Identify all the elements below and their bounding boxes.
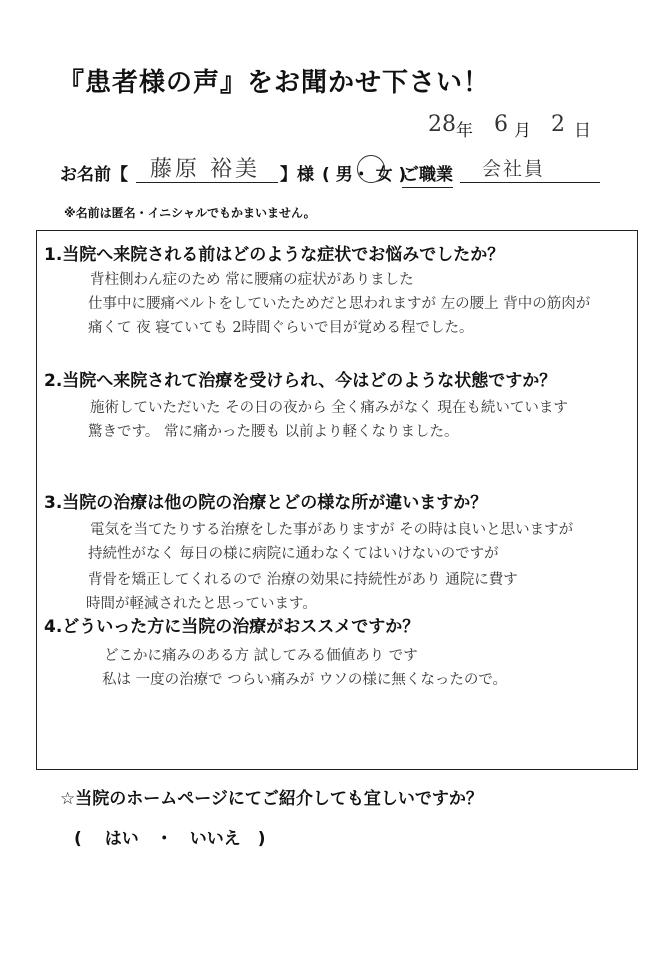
anonymous-note: ※名前は匿名・イニシャルでもかまいません。 xyxy=(64,206,316,220)
date-month-unit: 月 xyxy=(514,121,531,141)
question-3: 3.当院の治療は他の院の治療とどの様な所が違いますか？ xyxy=(44,493,488,513)
answer-1-line-1: 背柱側わん症のため 常に腰痛の症状がありました xyxy=(90,272,414,288)
occupation-field xyxy=(460,150,600,183)
date-month: 6 xyxy=(494,112,508,137)
gender-selected-circle xyxy=(357,155,385,183)
answer-3-line-3: 背骨を矯正してくれるので 治療の効果に持続性があり 通院に費す xyxy=(88,572,518,588)
answer-2-line-2: 驚きです。 常に痛かった腰も 以前より軽くなりました。 xyxy=(88,424,459,440)
question-2: 2.当院へ来院されて治療を受けられ、今はどのような状態ですか？ xyxy=(44,371,557,391)
date-year: 28 xyxy=(428,112,456,137)
date-year-unit: 年 xyxy=(456,121,473,141)
answer-3-line-4: 時間が軽減されたと思っています。 xyxy=(86,596,317,612)
name-label: お名前【 xyxy=(60,165,128,185)
occupation-value: 会社員 xyxy=(482,158,546,180)
name-value: 藤原 裕美 xyxy=(150,157,260,182)
name-suffix: 】様 xyxy=(280,165,314,185)
date-day-unit: 日 xyxy=(574,121,591,141)
answer-4-line-2: 私は 一度の治療で つらい痛みが ウソの様に無くなったので。 xyxy=(102,672,508,688)
answer-2-line-1: 施術していただいた その日の夜から 全く痛みがなく 現在も続いています xyxy=(90,400,568,416)
homepage-permission-question: ☆当院のホームページにてご紹介しても宜しいですか？ xyxy=(60,789,483,809)
page-title: 『患者様の声』をお聞かせ下さい！ xyxy=(58,68,491,98)
name-field xyxy=(136,150,278,183)
date-day: 2 xyxy=(551,112,565,137)
homepage-permission-choices: ( はい ・ いいえ ) xyxy=(74,829,266,849)
occupation-label: ご職業 xyxy=(402,160,453,188)
question-4: 4.どういった方に当院の治療がおススメですか？ xyxy=(44,617,420,637)
answer-1-line-3: 痛くて 夜 寝ていても 2時間ぐらいで目が覚める程でした。 xyxy=(88,320,474,336)
question-1: 1.当院へ来院される前はどのような症状でお悩みでしたか？ xyxy=(44,245,505,265)
answer-3-line-1: 電気を当てたりする治療をした事がありますが その時は良いと思いますが xyxy=(90,522,574,538)
answer-4-line-1: どこかに痛みのある方 試してみる価値あり です xyxy=(104,648,418,664)
answer-1-line-2: 仕事中に腰痛ベルトをしていたためだと思われますが 左の腰上 背中の筋肉が xyxy=(88,296,591,312)
gender-field: ( 男・ 女 ) xyxy=(322,165,407,185)
answer-3-line-2: 持続性がなく 毎日の様に病院に通わなくてはいけないのですが xyxy=(88,546,499,562)
